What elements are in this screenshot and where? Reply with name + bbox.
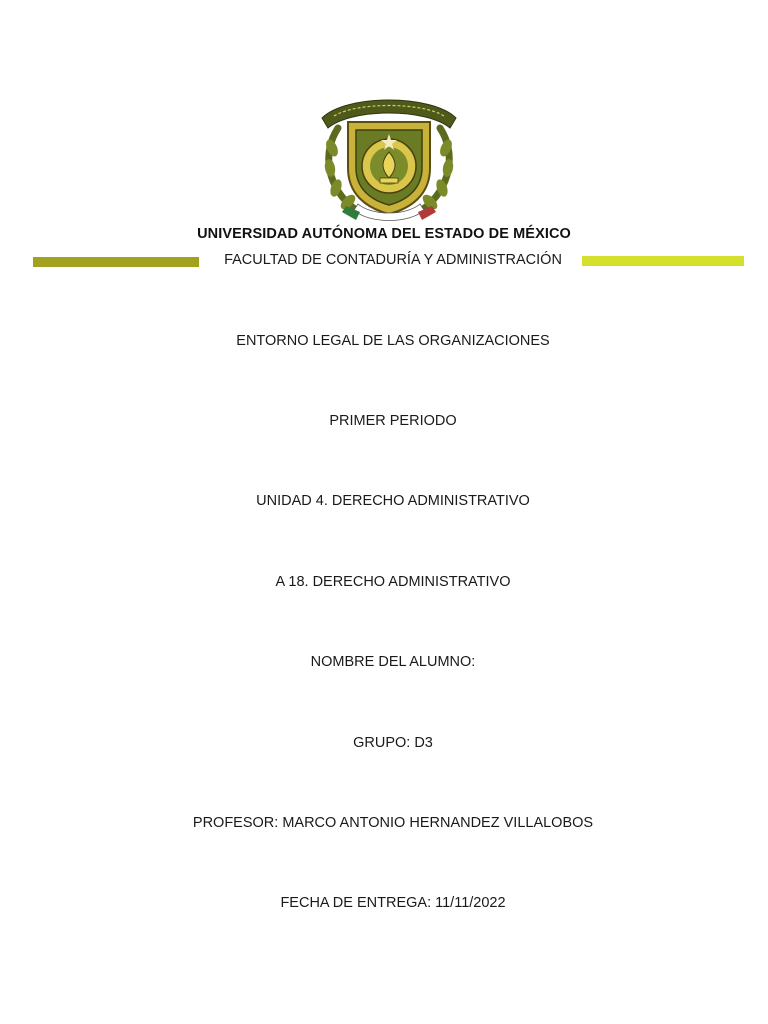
activity-line: A 18. DERECHO ADMINISTRATIVO <box>275 574 511 590</box>
university-name: UNIVERSIDAD AUTÓNOMA DEL ESTADO DE MÉXICO <box>197 226 571 242</box>
faculty-name: FACULTAD DE CONTADURÍA Y ADMINISTRACIÓN <box>224 252 562 268</box>
professor-line: PROFESOR: MARCO ANTONIO HERNANDEZ VILLALOBOS <box>192 815 594 831</box>
due-date-line: FECHA DE ENTREGA: 11/11/2022 <box>280 895 506 911</box>
subject-line: ENTORNO LEGAL DE LAS ORGANIZACIONES <box>236 333 550 349</box>
period-line: PRIMER PERIODO <box>329 413 457 429</box>
group-line: GRUPO: D3 <box>353 735 433 751</box>
faculty-banner <box>0 251 768 271</box>
unit-line: UNIDAD 4. DERECHO ADMINISTRATIVO <box>256 493 530 509</box>
student-name-line: NOMBRE DEL ALUMNO: <box>310 654 476 670</box>
university-crest-icon <box>316 92 462 224</box>
